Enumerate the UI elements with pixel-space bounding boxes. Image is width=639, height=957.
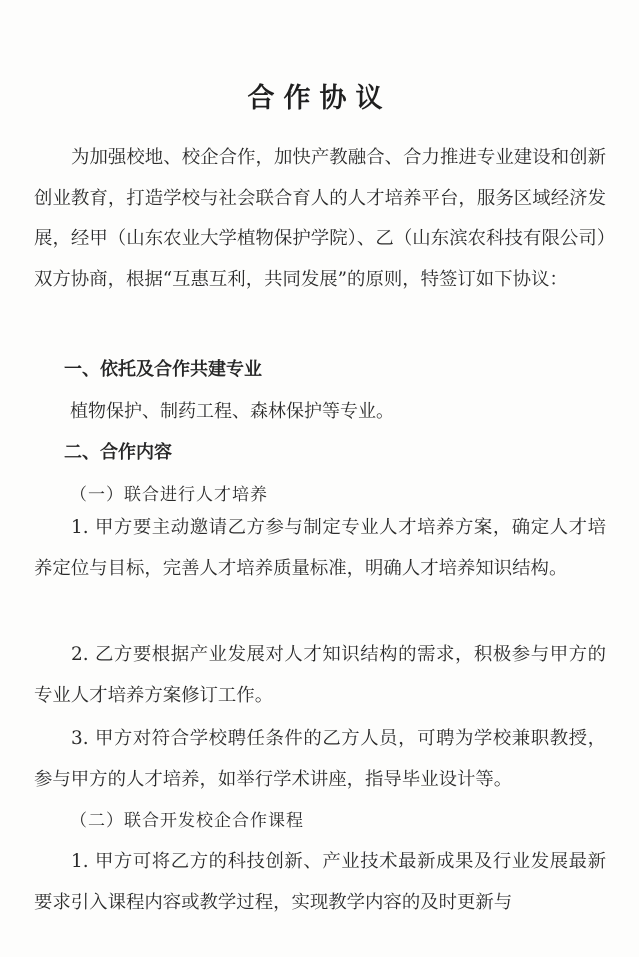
list-item: 2. 乙方要根据产业发展对人才知识结构的需求，积极参与甲方的专业人才培养方案修订工作。: [34, 644, 606, 706]
section1-body: 植物保护、制药工程、森林保护等专业。: [70, 401, 394, 422]
subsection1-heading: （一）联合进行人才培养: [70, 485, 268, 505]
list-item: 1. 甲方可将乙方的科技创新、产业技术最新成果及行业发展最新要求引入课程内容或教学过程，实现教学内容的及时更新与: [34, 851, 606, 913]
subsection2-heading: （二）联合开发校企合作课程: [70, 811, 304, 831]
intro-paragraph: 为加强校地、校企合作，加快产教融合、合力推进专业建设和创新创业教育，打造学校与社会联合育人的人才培养平台，服务区域经济发展，经甲（山东农业大学植物保护学院）、乙（山东滨农科技有限公司）双方协商，根据“互惠互利，共同发展”的原则，特签订如下协议：: [34, 147, 606, 290]
document-title: 合作协议: [247, 83, 392, 114]
section1-heading: 一、依托及合作共建专业: [64, 359, 262, 380]
list-item: 1. 甲方要主动邀请乙方参与制定专业人才培养方案，确定人才培养定位与目标，完善人才培养质量标准，明确人才培养知识结构。: [34, 517, 606, 579]
subsection2-item-1-block: [34, 842, 606, 923]
intro-block: [34, 138, 606, 300]
subsection1-item-2-block: [34, 635, 606, 716]
subsection1-item-3-block: [34, 719, 606, 800]
section2-heading: 二、合作内容: [64, 442, 172, 463]
subsection1-item-1-block: [34, 508, 606, 589]
list-item: 3. 甲方对符合学校聘任条件的乙方人员，可聘为学校兼职教授，参与甲方的人才培养，如举行学术讲座，指导毕业设计等。: [34, 728, 606, 790]
